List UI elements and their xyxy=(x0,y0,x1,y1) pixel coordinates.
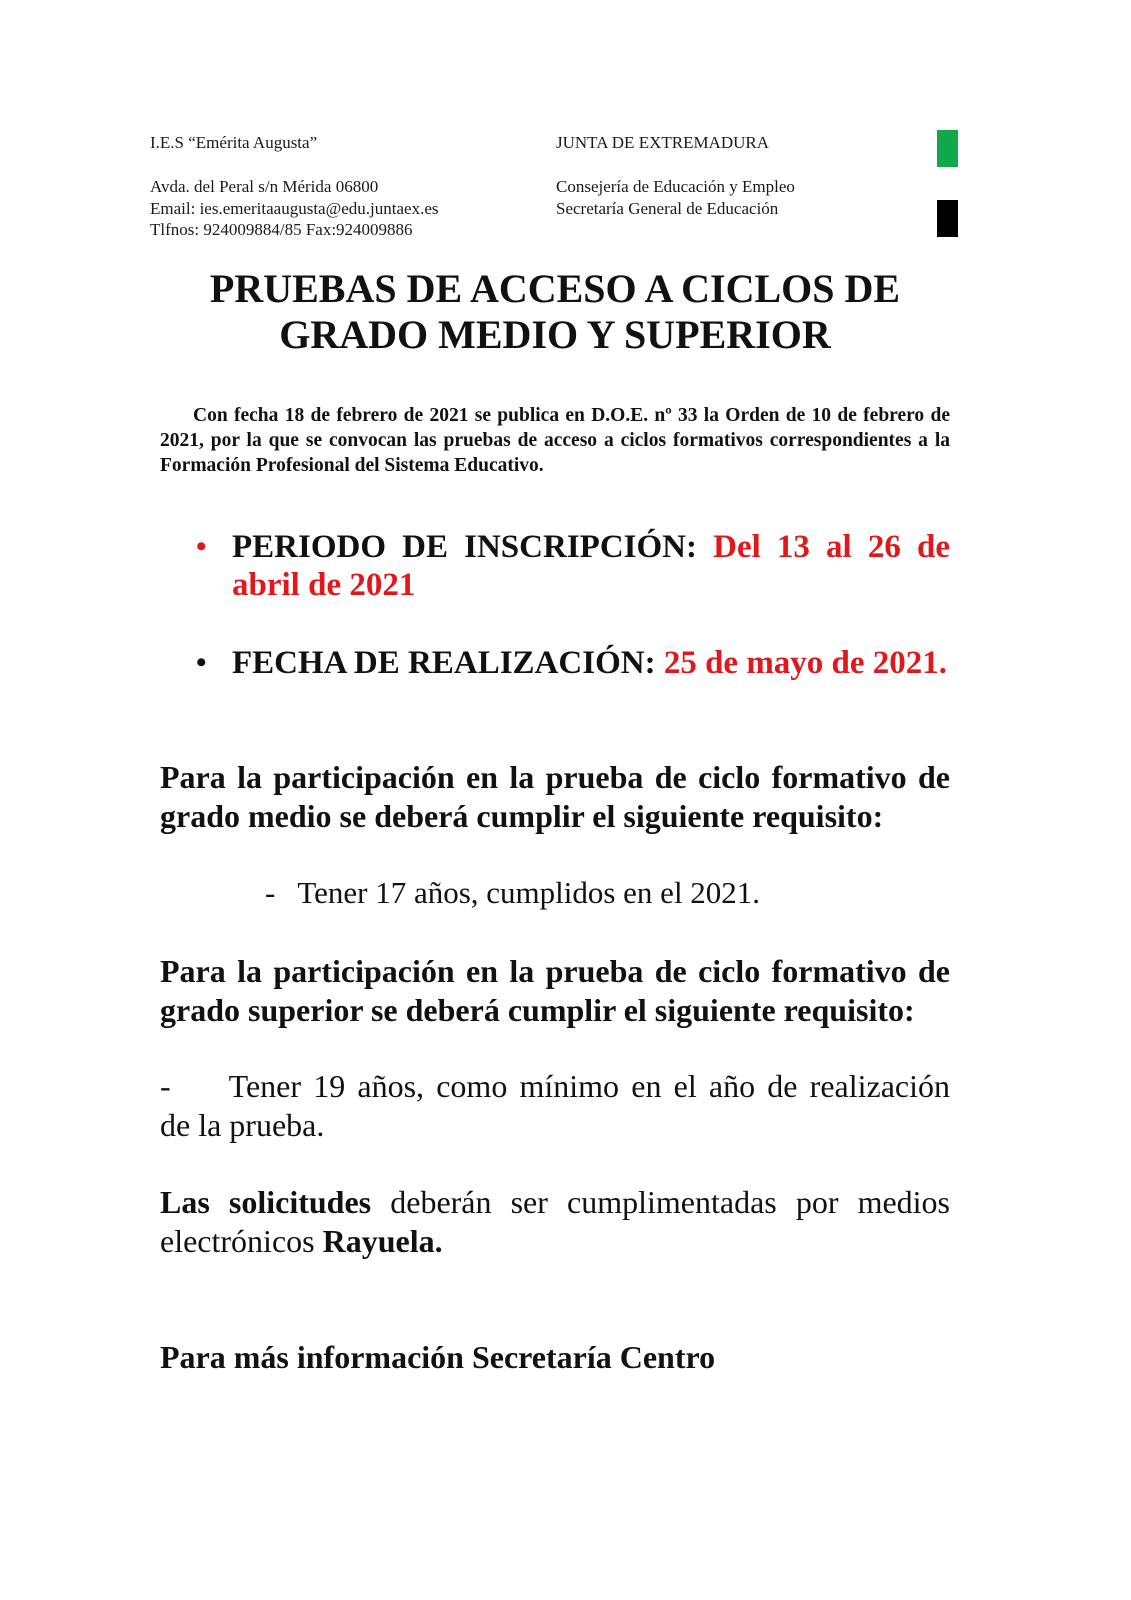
title-line-2: GRADO MEDIO Y SUPERIOR xyxy=(279,312,831,357)
grado-medio-heading: Para la participación en la prueba de ciclo formativo de grado medio se deberá cumplir el siguiente requisito: xyxy=(160,759,950,834)
school-address: Avda. del Peral s/n Mérida 06800 xyxy=(150,177,379,196)
grado-superior-heading: Para la participación en la prueba de ciclo formativo de grado superior se deberá cumplir el siguiente requisito: xyxy=(160,953,950,1028)
rayuela-bold: Rayuela. xyxy=(322,1223,443,1259)
secretaria-name: Secretaría General de Educación xyxy=(556,199,779,218)
bullet-value: 25 de mayo de 2021. xyxy=(663,645,948,681)
requirement-text: Tener 19 años, como mínimo en el año de realización de la prueba. xyxy=(160,1068,950,1143)
junta-name: JUNTA DE EXTREMADURA xyxy=(556,133,770,152)
flag-green-block xyxy=(937,130,958,167)
bullet-dot-icon: • xyxy=(196,646,207,679)
solicitudes-text: deberán ser cumplimentadas por medios electrónicos xyxy=(160,1184,951,1259)
school-phones: Tlfnos: 924009884/85 Fax:924009886 xyxy=(150,220,413,239)
title-line-1: PRUEBAS DE ACCESO A CICLOS DE xyxy=(209,266,901,311)
grado-medio-requirement xyxy=(265,874,760,912)
more-info: Para más información Secretaría Centro xyxy=(160,1339,716,1375)
requirement-text: Tener 17 años, cumplidos en el 2021. xyxy=(297,875,761,910)
bullet-label: PERIODO DE INSCRIPCIÓN: xyxy=(232,529,697,565)
bullet-realizacion xyxy=(196,644,950,682)
flag-black-block xyxy=(937,200,958,237)
solicitudes-paragraph xyxy=(160,1183,950,1261)
school-name: I.E.S “Emérita Augusta” xyxy=(150,133,318,152)
solicitudes-bold: Las solicitudes xyxy=(160,1184,372,1220)
intro-text: Con fecha 18 de febrero de 2021 se publica en D.O.E. nº 33 la Orden de 10 de febrero de 2021, por la que se convocan las pruebas de acceso a ciclos formativos correspondientes a la Formación Profesional del Sistema Educativo. xyxy=(160,405,950,476)
page-title xyxy=(160,266,950,358)
bullet-inscripcion xyxy=(196,528,950,604)
grado-superior-requirement xyxy=(160,1067,950,1145)
bullet-label: FECHA DE REALIZACIÓN: xyxy=(232,645,656,681)
bullet-value: Del 13 al 26 de abril de 2021 xyxy=(232,529,950,603)
bullet-dot-icon: • xyxy=(196,530,207,563)
school-email: Email: ies.emeritaaugusta@edu.juntaex.es xyxy=(150,199,439,218)
dash-marker: - xyxy=(160,1068,171,1104)
consejeria-name: Consejería de Educación y Empleo xyxy=(556,177,795,196)
intro-paragraph xyxy=(160,403,950,478)
dash-marker: - xyxy=(265,875,276,910)
